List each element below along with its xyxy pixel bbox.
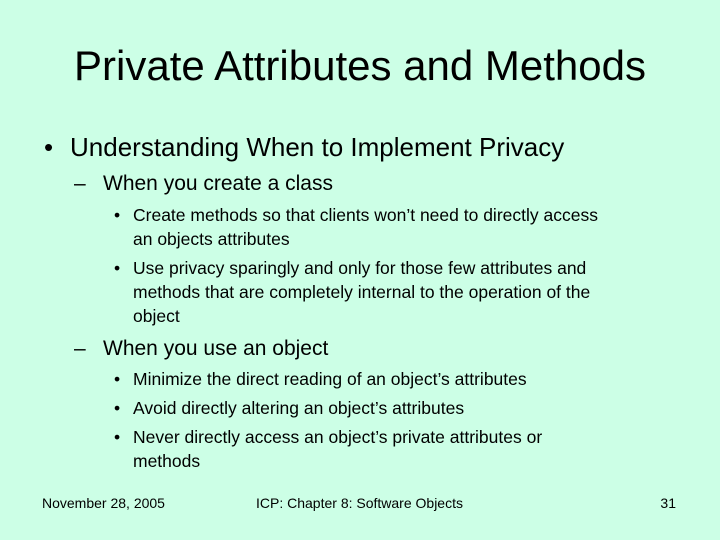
bullet-marker: •	[114, 369, 121, 389]
main-point: Understanding When to Implement Privacy	[70, 132, 565, 162]
bullet-marker: •	[44, 132, 54, 162]
slide-title: Private Attributes and Methods	[74, 42, 646, 89]
list-item-line: methods that are completely internal to the operation of the	[133, 282, 591, 302]
dash-marker: –	[74, 337, 86, 360]
footer-title: ICP: Chapter 8: Software Objects	[256, 495, 463, 511]
list-item-line: Avoid directly altering an object’s attributes	[133, 398, 465, 418]
bullet-marker: •	[114, 398, 121, 418]
list-item-line: an objects attributes	[133, 229, 290, 249]
list-item-line: Use privacy sparingly and only for those few attributes and	[133, 258, 587, 278]
page-number: 31	[660, 495, 676, 511]
bullet-marker: •	[114, 258, 121, 278]
footer-date: November 28, 2005	[42, 495, 165, 511]
list-item-line: object	[133, 306, 180, 326]
list-item-line: Never directly access an object’s private attributes or	[133, 427, 543, 447]
sub-point-create-class: When you create a class	[103, 172, 333, 195]
bullet-marker: •	[114, 427, 121, 447]
bullet-marker: •	[114, 205, 121, 225]
sub-point-use-object: When you use an object	[103, 337, 329, 360]
list-item-line: Create methods so that clients won’t need to directly access	[133, 205, 598, 225]
list-item-line: methods	[133, 451, 201, 471]
dash-marker: –	[74, 172, 86, 195]
list-item-line: Minimize the direct reading of an object’s attributes	[133, 369, 527, 389]
